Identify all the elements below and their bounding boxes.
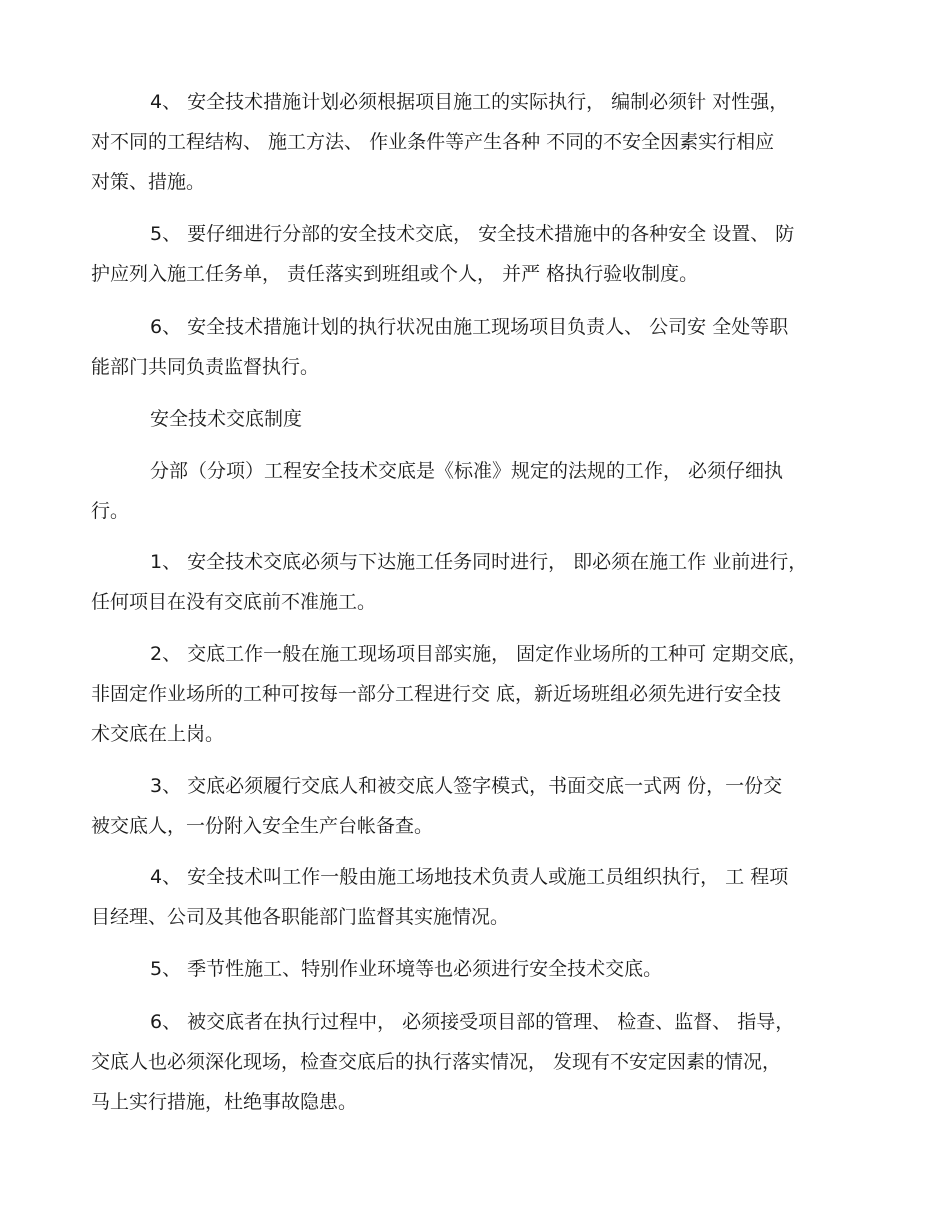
- text-line: 护应列入施工任务单， 责任落实到班组或个人， 并严 格执行验收制度。: [91, 263, 699, 285]
- text-line: 目经理、公司及其他各职能部门监督其实施情况。: [91, 906, 510, 928]
- text-line: 交底人也必须深化现场，检查交底后的执行落实情况， 发现有不安定因素的情况，: [91, 1051, 782, 1073]
- text-line: 非固定作业场所的工种可按每一部分工程进行交 底，新近场班组必须先进行安全技: [91, 683, 782, 705]
- section-heading: 安全技术交底制度: [150, 408, 303, 430]
- text-line: 对不同的工程结构、 施工方法、 作业条件等产生各种 不同的不安全因素实行相应: [91, 131, 775, 153]
- text-line: 3、 交底必须履行交底人和被交底人签字模式，书面交底一式两 份，一份交: [150, 775, 783, 797]
- text-line: 能部门共同负责监督执行。: [91, 356, 320, 378]
- text-line: 6、 被交底者在执行过程中， 必须接受项目部的管理、 检查、监督、 指导，: [150, 1011, 795, 1033]
- text-line: 马上实行措施，杜绝事故隐患。: [91, 1091, 358, 1113]
- text-line: 对策、措施。: [91, 171, 206, 193]
- text-line: 术交底在上岗。: [91, 723, 225, 745]
- text-line: 被交底人，一份附入安全生产台帐备查。: [91, 815, 434, 837]
- text-line: 5、 要仔细进行分部的安全技术交底， 安全技术措施中的各种安全 设置、 防: [150, 223, 795, 245]
- text-line: 2、 交底工作一般在施工现场项目部实施， 固定作业场所的工种可 定期交底，: [150, 643, 808, 665]
- text-line: 4、 安全技术叫工作一般由施工场地技术负责人或施工员组织执行， 工 程项: [150, 866, 789, 888]
- text-line: 行。: [91, 500, 130, 522]
- text-line: 4、 安全技术措施计划必须根据项目施工的实际执行， 编制必须针 对性强，: [150, 91, 789, 113]
- text-line: 6、 安全技术措施计划的执行状况由施工现场项目负责人、 公司安 全处等职: [150, 316, 789, 338]
- text-line: 分部（分项）工程安全技术交底是《标准》规定的法规的工作， 必须仔细执: [150, 460, 784, 482]
- text-line: 1、 安全技术交底必须与下达施工任务同时进行， 即必须在施工作 业前进行，: [150, 551, 808, 573]
- text-line: 5、 季节性施工、特别作业环境等也必须进行安全技术交底。: [150, 958, 663, 980]
- text-line: 任何项目在没有交底前不准施工。: [91, 591, 377, 613]
